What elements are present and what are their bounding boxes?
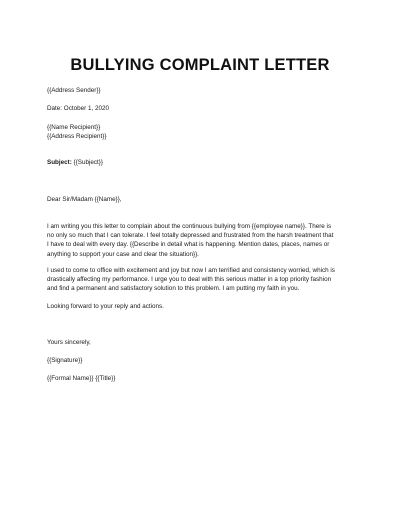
- formal-name: {{Formal Name}} {{Title}}: [47, 375, 116, 382]
- name-recipient: {{Name Recipient}}: [47, 124, 101, 131]
- subject-line: [47, 158, 103, 167]
- salutation: Dear Sir/Madam {{Name}},: [47, 196, 122, 203]
- paragraph-1-line: I have to deal with every day. {{Describe in detail what is happening. Mention dates, places, names or: [47, 241, 330, 249]
- paragraph-2-line: I used to come to office with excitement and joy but now I am terrified and consistency worried, which is: [47, 267, 335, 274]
- address-sender: {{Address Sender}}: [47, 87, 101, 94]
- paragraph-2: [47, 266, 363, 294]
- paragraph-2-line: drastically affecting my performance. I urge you to deal with this serious matter in a top priority fashion: [47, 276, 332, 284]
- paragraph-1-line: I am writing you this letter to complain about the continuous bullying from {{employee name}}. There is: [47, 223, 332, 230]
- document-title: BULLYING COMPLAINT LETTER: [70, 56, 330, 74]
- subject-value: {{Subject}}: [71, 159, 104, 166]
- paragraph-3: Looking forward to your reply and actions.: [47, 303, 164, 310]
- signature: {{Signature}}: [47, 357, 83, 364]
- closing: Yours sincerely,: [47, 339, 91, 346]
- paragraph-1-line: no only so much that I can tolerate. I feel totally depressed and frustrated from the harsh treatment that: [47, 232, 334, 240]
- paragraph-2-line: and find a permanent and satisfactory solution to this problem. I am putting my faith in you.: [47, 285, 300, 293]
- subject-label: Subject:: [47, 159, 72, 166]
- address-recipient: {{Address Recipient}}: [47, 133, 107, 140]
- paragraph-1-line: anything to support your case and clear the situation}}.: [47, 250, 199, 258]
- date-line: Date: October 1, 2020: [47, 105, 109, 112]
- paragraph-1: [47, 222, 363, 259]
